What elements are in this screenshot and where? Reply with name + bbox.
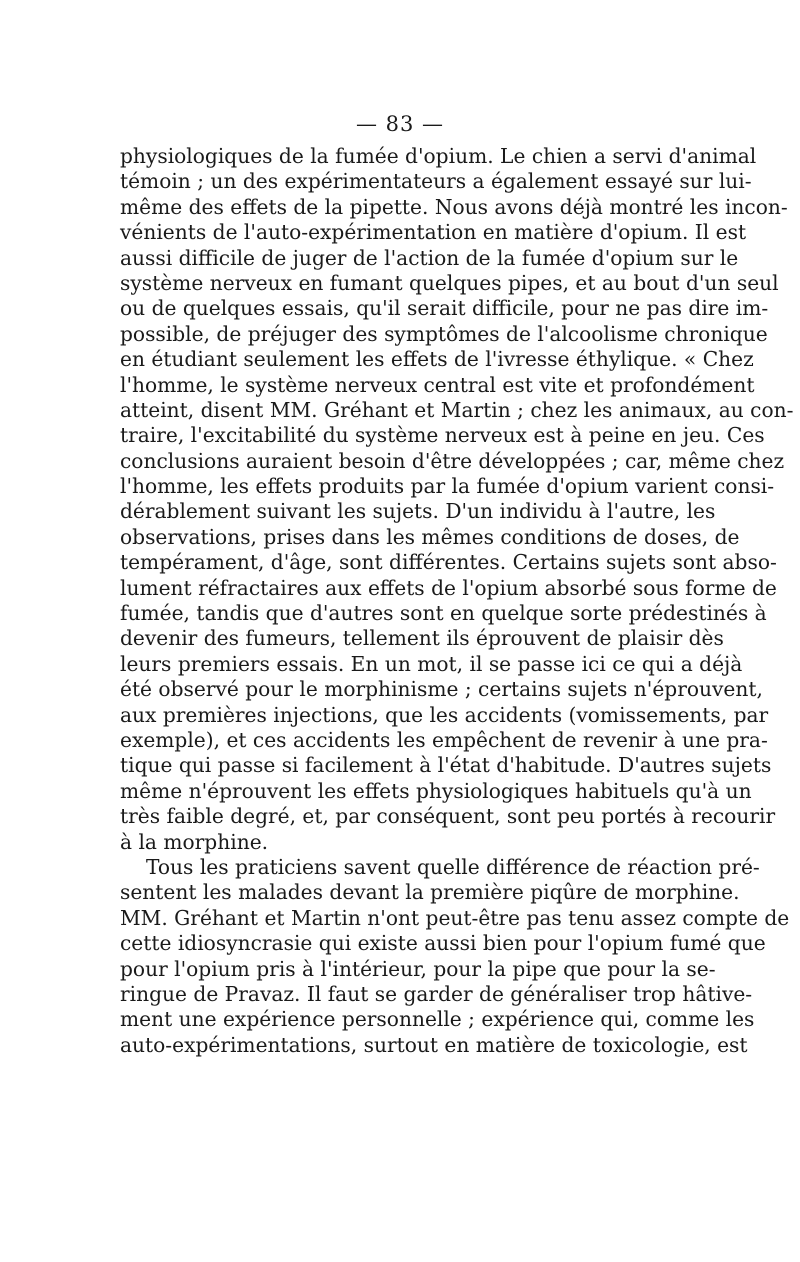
page-number: — 83 — xyxy=(355,112,445,136)
text-line: témoin ; un des expérimentateurs a également essayé sur lui- xyxy=(120,169,752,194)
text-line: en étudiant seulement les effets de l'ivresse éthylique. « Chez xyxy=(120,347,754,372)
text-line: tique qui passe si facilement à l'état d'habitude. D'autres sujets xyxy=(120,753,772,778)
text-line: l'homme, le système nerveux central est vite et profondément xyxy=(120,372,755,397)
body-text xyxy=(120,144,794,1058)
text-line: leurs premiers essais. En un mot, il se passe ici ce qui a déjà xyxy=(120,651,743,676)
text-line: auto-expérimentations, surtout en matière de toxicologie, est xyxy=(120,1032,748,1057)
text-line: sentent les malades devant la première piqûre de morphine. xyxy=(120,880,740,905)
text-line: système nerveux en fumant quelques pipes, et au bout d'un seul xyxy=(120,270,779,295)
text-line: pour l'opium pris à l'intérieur, pour la pipe que pour la se- xyxy=(120,956,716,981)
text-line: conclusions auraient besoin d'être développées ; car, même chez xyxy=(120,448,785,473)
text-line: cette idiosyncrasie qui existe aussi bien pour l'opium fumé que xyxy=(120,931,766,956)
text-line: l'homme, les effets produits par la fumée d'opium varient consi- xyxy=(120,474,775,499)
text-line: exemple), et ces accidents les empêchent de revenir à une pra- xyxy=(120,727,768,752)
text-line: MM. Gréhant et Martin n'ont peut-être pas tenu assez compte de xyxy=(120,905,790,930)
text-line: ringue de Pravaz. Il faut se garder de généraliser trop hâtive- xyxy=(120,981,753,1006)
text-line: à la morphine. xyxy=(120,829,269,854)
text-line: lument réfractaires aux effets de l'opium absorbé sous forme de xyxy=(120,575,777,600)
text-line: même n'éprouvent les effets physiologiques habituels qu'à un xyxy=(120,778,752,803)
text-line: été observé pour le morphinisme ; certains sujets n'éprouvent, xyxy=(120,677,763,702)
text-line: ment une expérience personnelle ; expérience qui, comme les xyxy=(120,1007,755,1032)
text-line: aussi difficile de juger de l'action de la fumée d'opium sur le xyxy=(120,245,739,270)
text-line: possible, de préjuger des symptômes de l'alcoolisme chronique xyxy=(120,321,768,346)
text-line: devenir des fumeurs, tellement ils éprouvent de plaisir dès xyxy=(120,626,724,651)
text-line: physiologiques de la fumée d'opium. Le chien a servi d'animal xyxy=(120,144,757,168)
text-line: fumée, tandis que d'autres sont en quelque sorte prédestinés à xyxy=(120,601,767,626)
text-line: Tous les praticiens savent quelle différence de réaction pré- xyxy=(146,854,760,879)
text-line: traire, l'excitabilité du système nerveux est à peine en jeu. Ces xyxy=(120,423,765,448)
text-line: dérablement suivant les sujets. D'un individu à l'autre, les xyxy=(120,499,716,524)
text-line: ou de quelques essais, qu'il serait difficile, pour ne pas dire im- xyxy=(120,296,769,321)
text-line: aux premières injections, que les accidents (vomissements, par xyxy=(120,702,769,727)
text-line: observations, prises dans les mêmes conditions de doses, de xyxy=(120,524,740,549)
text-line: très faible degré, et, par conséquent, sont peu portés à recourir xyxy=(120,804,776,829)
text-line: atteint, disent MM. Gréhant et Martin ; chez les animaux, au con- xyxy=(120,397,794,422)
text-line: vénients de l'auto-expérimentation en matière d'opium. Il est xyxy=(120,220,747,245)
text-line: tempérament, d'âge, sont différentes. Certains sujets sont abso- xyxy=(120,550,777,575)
text-line: même des effets de la pipette. Nous avons déjà montré les incon- xyxy=(120,194,788,219)
